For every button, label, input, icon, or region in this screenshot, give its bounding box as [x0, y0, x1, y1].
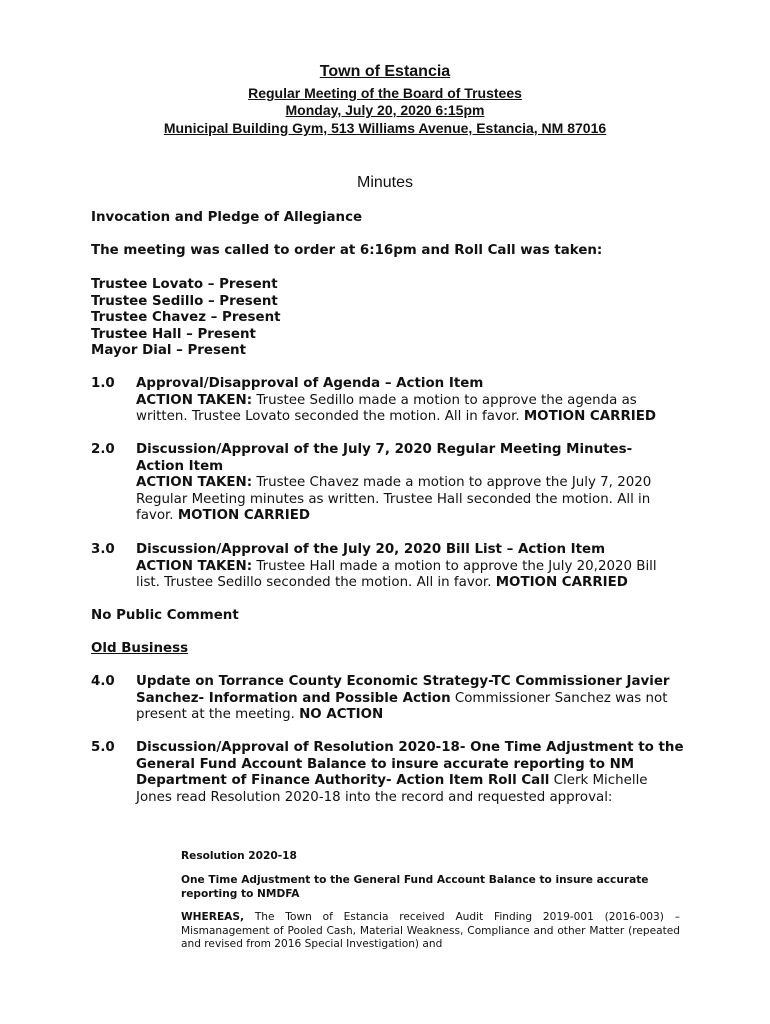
item-number: 4.0	[91, 674, 115, 689]
item-text: Commissioner Sanchez was not present at the meeting.	[136, 690, 668, 722]
whereas-text: The Town of Estancia received Audit Finding 2019-001 (2016-003) – Mismanagement of Pooled Cash, Material Weakness, Compliance and other Matter (repeated and revised from 2016 Special Investigation) and	[181, 911, 680, 950]
item-text: Clerk Michelle Jones read Resolution 2020-18 into the record and requested approval:	[136, 773, 648, 805]
meeting-title: Regular Meeting of the Board of Trustees	[248, 85, 522, 101]
item-number: 5.0	[91, 740, 115, 755]
motion-result: MOTION CARRIED	[177, 508, 310, 523]
resolution-number: Resolution 2020-18	[181, 850, 297, 862]
item-title: Discussion/Approval of Resolution 2020-18- One Time Adjustment to the General Fund Account Balance to insure accurate reporting to NM Department of Finance Authority- Action Item Roll Call	[136, 740, 684, 788]
item-body	[136, 740, 684, 806]
roll-call-entry: Trustee Hall – Present	[91, 326, 256, 342]
call-to-order-line: The meeting was called to order at 6:16pm and Roll Call was taken:	[91, 243, 603, 258]
item-body	[136, 442, 684, 525]
resolution-title: One Time Adjustment to the General Fund Account Balance to insure accurate reporting to NMDFA	[181, 874, 649, 900]
public-comment-line: No Public Comment	[91, 608, 239, 623]
roll-call-entry: Mayor Dial – Present	[91, 343, 246, 358]
item-title: Approval/Disapproval of Agenda – Action Item	[136, 376, 484, 391]
action-text: Trustee Chavez made a motion to approve the July 7, 2020 Regular Meeting minutes as written. Trustee Hall seconded the motion. All in favor.	[136, 475, 652, 523]
item-number: 1.0	[91, 376, 115, 391]
action-label: ACTION TAKEN:	[136, 392, 253, 408]
item-body	[136, 376, 684, 426]
meeting-date: Monday, July 20, 2020 6:15pm	[285, 102, 485, 118]
old-business-heading: Old Business	[91, 641, 189, 656]
roll-call-entry: Trustee Sedillo – Present	[91, 293, 278, 309]
roll-call-list	[91, 277, 691, 360]
invocation-line: Invocation and Pledge of Allegiance	[91, 210, 363, 225]
roll-call-entry: Trustee Lovato – Present	[91, 277, 278, 292]
item-body	[136, 542, 684, 592]
motion-result: MOTION CARRIED	[495, 575, 628, 590]
resolution-whereas	[181, 911, 680, 952]
action-text: Trustee Hall made a motion to approve the July 20,2020 Bill list. Trustee Sedillo seconded the motion. All in favor.	[136, 558, 657, 590]
item-action	[136, 559, 684, 592]
motion-result: MOTION CARRIED	[523, 409, 656, 424]
item-title: Discussion/Approval of the July 20, 2020 Bill List – Action Item	[136, 542, 606, 557]
meeting-location: Municipal Building Gym, 513 Williams Avenue, Estancia, NM 87016	[163, 120, 607, 136]
action-label: ACTION TAKEN:	[136, 558, 253, 574]
item-title: Discussion/Approval of the July 7, 2020 Regular Meeting Minutes- Action Item	[136, 442, 633, 474]
action-label: ACTION TAKEN:	[136, 475, 253, 490]
roll-call-entry: Trustee Chavez – Present	[91, 310, 281, 325]
minutes-heading: Minutes	[356, 174, 414, 191]
town-title: Town of Estancia	[319, 63, 451, 80]
whereas-label: WHEREAS,	[181, 911, 245, 923]
item-number: 2.0	[91, 442, 115, 457]
item-action	[136, 475, 684, 525]
action-text: Trustee Sedillo made a motion to approve the agenda as written. Trustee Lovato seconded the motion. All in favor.	[136, 392, 637, 424]
item-action	[136, 393, 684, 426]
item-number: 3.0	[91, 542, 115, 557]
item-body	[136, 674, 684, 724]
item-result: NO ACTION	[299, 707, 384, 722]
item-title: Update on Torrance County Economic Strategy-TC Commissioner Javier Sanchez- Information and Possible Action	[136, 674, 670, 706]
